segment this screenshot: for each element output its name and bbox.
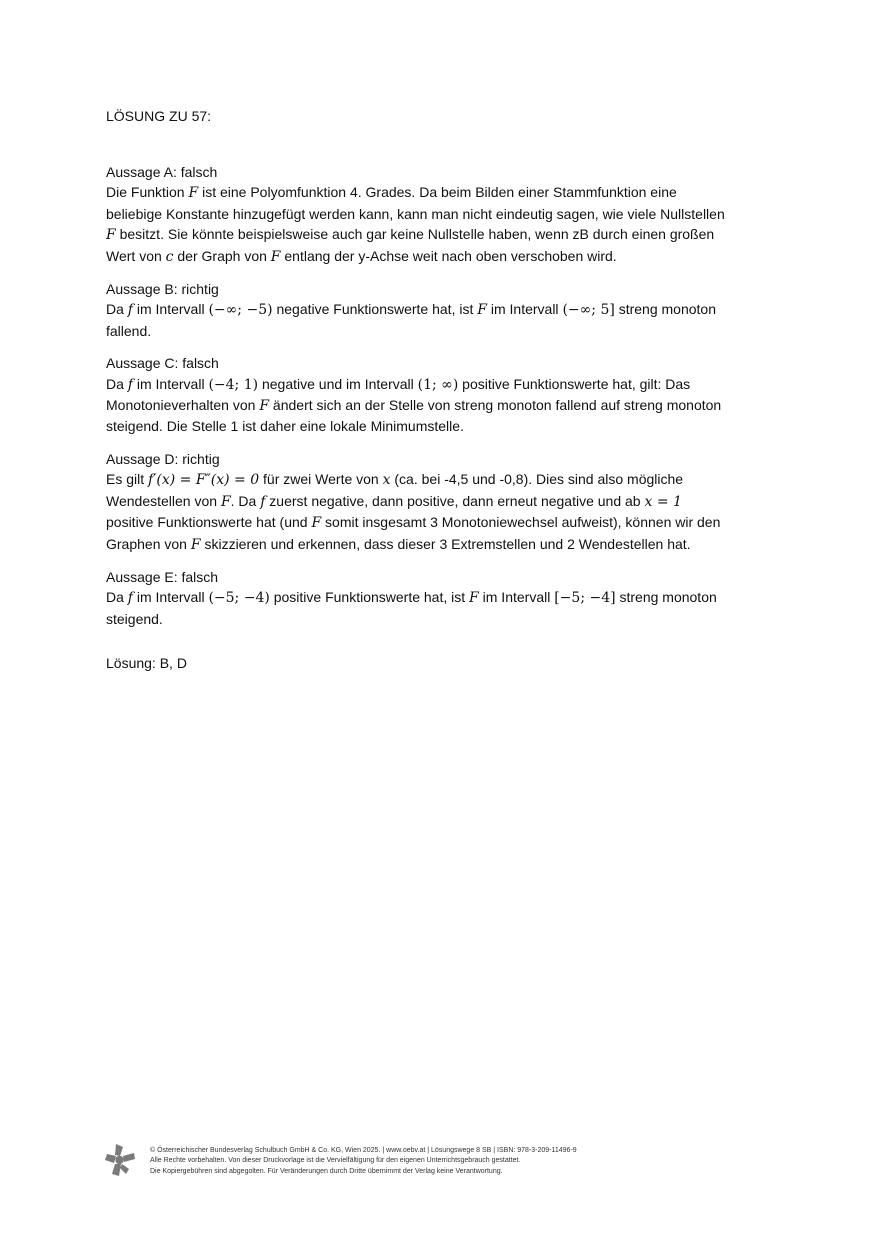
text-run: für zwei Werte von: [259, 471, 383, 488]
text-run: Wert von: [106, 247, 166, 264]
statement-line: [106, 587, 796, 608]
statement-line: [106, 321, 796, 341]
text-run: im Intervall: [478, 589, 555, 606]
math-variable: F: [259, 398, 270, 415]
math-variable: x: [382, 472, 391, 489]
statement-section: [106, 567, 796, 629]
math-variable: F: [106, 227, 116, 244]
math-variable: F: [477, 302, 487, 319]
math-variable: f: [127, 302, 133, 319]
text-run: Da: [106, 301, 128, 318]
text-run: streng monoton: [614, 301, 716, 318]
text-run: Wendestellen von: [106, 492, 221, 509]
text-run: ist eine Polyomfunktion 4. Grades. Da beim Bilden einer Stammfunktion eine: [198, 184, 677, 201]
text-run: . Da: [230, 492, 261, 509]
text-run: Da: [106, 589, 128, 606]
footer-line: Alle Rechte vorbehalten. Von dieser Druckvorlage ist die Vervielfältigung für den eigenen Unterrichtsgebrauch gestattet.: [150, 1157, 521, 1165]
math-interval: (−5; −4): [208, 590, 270, 607]
statement-line: [106, 224, 796, 245]
statement-line: [106, 512, 796, 533]
statement-line: [106, 395, 796, 416]
statement-heading: Aussage C: falsch: [106, 355, 219, 372]
text-run: entlang der y-Achse weit nach oben verschoben wird.: [280, 247, 617, 264]
text-run: steigend.: [106, 610, 163, 627]
text-run: Graphen von: [106, 535, 191, 552]
text-run: im Intervall: [132, 375, 209, 392]
footer-text: [150, 1146, 577, 1177]
math-variable: F: [311, 515, 322, 532]
statement-section: [106, 449, 796, 555]
text-run: Da: [106, 375, 128, 392]
statement-section: [106, 279, 796, 341]
math-interval: (−∞; −5): [208, 302, 273, 319]
statement-line: [106, 416, 796, 436]
math-variable: F: [188, 185, 199, 202]
statement-line: [106, 204, 796, 224]
math-variable: F: [190, 536, 201, 553]
text-run: zuerst negative, dann positive, dann erneut negative und ab: [265, 492, 645, 509]
statement-line: [106, 609, 796, 629]
math-variable: F: [469, 590, 479, 607]
text-run: fallend.: [106, 322, 152, 339]
statement-heading: Aussage B: richtig: [106, 281, 219, 298]
text-run: positive Funktionswerte hat (und: [106, 514, 312, 531]
math-variable: f: [260, 493, 266, 510]
math-interval: (−4; 1): [208, 376, 259, 393]
statement-line: [106, 469, 796, 490]
page-footer: [104, 1143, 804, 1179]
text-run: Die Funktion: [106, 184, 189, 201]
footer-line: © Österreichischer Bundesverlag Schulbuch GmbH & Co. KG, Wien 2025. | www.oebv.at | Lösungswege 8 SB | ISBN: 978-3-209-11496-9: [150, 1147, 577, 1154]
text-run: im Intervall: [486, 301, 563, 318]
publisher-logo-icon: [104, 1143, 136, 1177]
text-run: Es gilt: [106, 471, 149, 488]
math-variable: F: [220, 493, 231, 510]
statement-line: [106, 182, 796, 203]
solution-result: Lösung: B, D: [106, 655, 187, 671]
text-run: ändert sich an der Stelle von streng monoton fallend auf streng monoton: [269, 397, 722, 414]
text-run: beliebige Konstante hinzugefügt werden kann, kann man nicht eindeutig sagen, wie viele Nullstellen: [106, 205, 725, 222]
text-run: der Graph von: [173, 247, 271, 264]
text-run: steigend. Die Stelle 1 ist daher eine lokale Minimumstelle.: [106, 418, 464, 435]
math-variable: f: [127, 376, 133, 393]
math-variable: x = 1: [644, 493, 682, 510]
statement-section: [106, 162, 796, 267]
solution-content: [106, 162, 796, 641]
text-run: besitzt. Sie könnte beispielsweise auch gar keine Nullstelle haben, wenn zB durch einen großen: [115, 226, 715, 243]
text-run: negative und im Intervall: [258, 375, 418, 392]
math-interval: (−∞; 5]: [562, 302, 615, 319]
statement-line: [106, 491, 796, 512]
statement-heading: Aussage D: richtig: [106, 450, 220, 467]
statement-line: [106, 374, 796, 395]
math-variable: F: [270, 248, 281, 265]
statement-line: [106, 299, 796, 320]
math-variable: c: [165, 248, 174, 265]
math-variable: f′(x) = F″(x) = 0: [148, 472, 260, 489]
text-run: (ca. bei -4,5 und -0,8). Dies sind also mögliche: [390, 471, 684, 488]
statement-section: [106, 353, 796, 437]
statement-line: [106, 534, 796, 555]
math-interval: [−5; −4]: [554, 590, 616, 607]
page-title: LÖSUNG ZU 57:: [106, 108, 212, 124]
statement-line: [106, 246, 796, 267]
footer-line: Die Kopiergebühren sind abgegolten. Für Veränderungen durch Dritte übernimmt der Verlag keine Verantwortung.: [150, 1167, 503, 1175]
text-run: im Intervall: [132, 301, 209, 318]
statement-heading: Aussage A: falsch: [106, 164, 218, 180]
text-run: negative Funktionswerte hat, ist: [272, 301, 478, 318]
text-run: streng monoton: [615, 589, 717, 606]
math-variable: f: [127, 590, 133, 607]
text-run: somit insgesamt 3 Monotoniewechsel aufweist), können wir den: [321, 514, 721, 531]
text-run: Monotonieverhalten von: [106, 397, 260, 414]
text-run: im Intervall: [132, 589, 209, 606]
text-run: skizzieren und erkennen, dass dieser 3 Extremstellen und 2 Wendestellen hat.: [200, 535, 691, 552]
text-run: positive Funktionswerte hat, ist: [269, 589, 470, 606]
statement-heading: Aussage E: falsch: [106, 568, 219, 585]
math-interval: (1; ∞): [417, 376, 459, 393]
text-run: positive Funktionswerte hat, gilt: Das: [458, 375, 691, 392]
